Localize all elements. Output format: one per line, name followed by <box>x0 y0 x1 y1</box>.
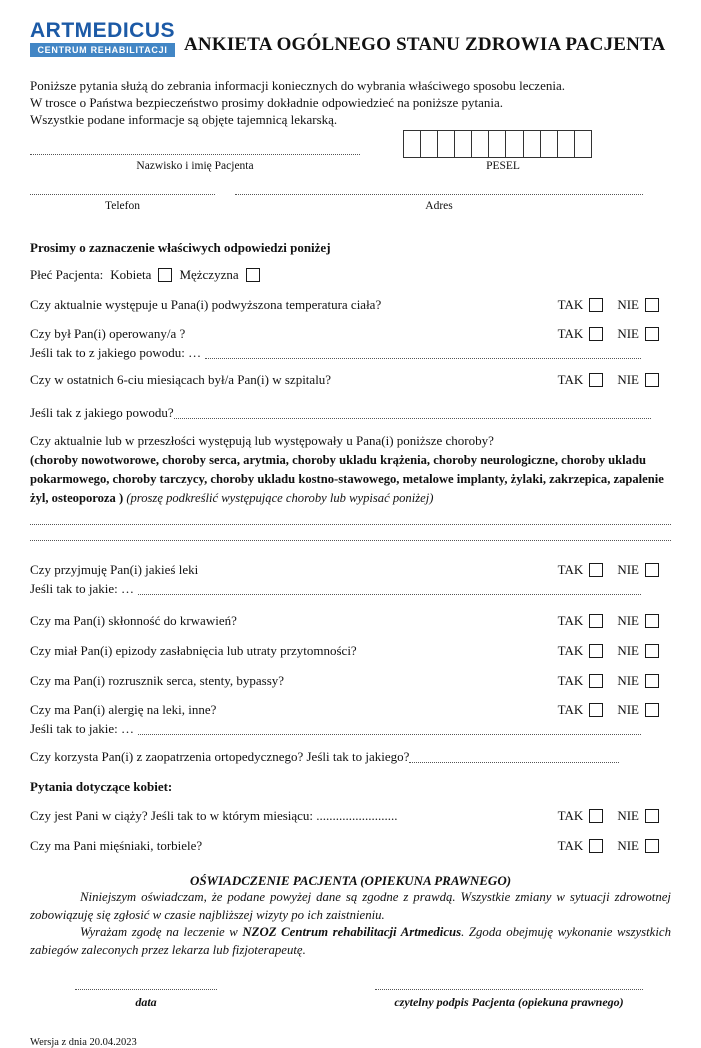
meds-yes-checkbox[interactable] <box>589 563 603 577</box>
myomas-yes-checkbox[interactable] <box>589 839 603 853</box>
meds-answers <box>558 562 659 578</box>
pesel-label: PESEL <box>486 160 520 172</box>
no-label: NIE <box>617 372 639 387</box>
patient-fields <box>30 130 671 224</box>
declaration-p2-clinic-name: NZOZ Centrum rehabilitacji Artmedicus <box>242 925 462 939</box>
pesel-cell[interactable] <box>574 130 592 158</box>
meds-no-checkbox[interactable] <box>645 563 659 577</box>
instruction-heading: Prosimy o zaznaczenie właściwych odpowiedzi poniżej <box>30 240 331 255</box>
header <box>30 20 671 57</box>
question-bleeding-text: Czy ma Pan(i) skłonność do krwawień? <box>30 613 237 628</box>
question-temperature <box>30 297 671 313</box>
question-myomas-text: Czy ma Pani mięśniaki, torbiele? <box>30 838 203 853</box>
declaration-body <box>30 889 671 959</box>
phone-fill-line[interactable] <box>30 194 215 195</box>
diseases-paragraph <box>30 451 671 508</box>
no-label: NIE <box>617 297 639 312</box>
no-label: NIE <box>617 613 639 628</box>
female-checkbox[interactable] <box>158 268 172 282</box>
question-temperature-text: Czy aktualnie występuje u Pana(i) podwyższona temperatura ciała? <box>30 297 382 312</box>
allergy-answers <box>558 702 659 718</box>
yes-label: TAK <box>557 808 584 823</box>
declaration-paragraph-2 <box>30 924 671 959</box>
date-label: data <box>135 995 157 1009</box>
diseases-note: (proszę podkreślić występujące choroby lub wypisać poniżej) <box>126 491 434 505</box>
artmedicus-logo <box>30 20 175 57</box>
intro-line-2: W trosce o Państwa bezpieczeństwo prosimy dokładnie odpowiedzieć na poniższe pytania. <box>30 95 504 110</box>
yes-label: TAK <box>557 297 584 312</box>
question-orthopedic <box>30 749 621 765</box>
logo-subtitle: CENTRUM REHABILITACJI <box>30 43 175 57</box>
no-label: NIE <box>617 808 639 823</box>
question-allergy-text: Czy ma Pan(i) alergię na leki, inne? <box>30 702 217 717</box>
allergy-followup-fill-line[interactable] <box>138 721 641 735</box>
myomas-answers <box>558 838 659 854</box>
women-section-heading: Pytania dotyczące kobiet: <box>30 779 173 794</box>
intro-line-3: Wszystkie podane informacje są objęte tajemnicą lekarską. <box>30 112 338 127</box>
surgery-followup-fill-line[interactable] <box>205 345 641 359</box>
question-pregnancy <box>30 808 671 824</box>
hospital-followup-label: Jeśli tak z jakiego powodu? <box>30 405 174 420</box>
address-field-label: Adres <box>425 200 453 212</box>
yes-label: TAK <box>557 702 584 717</box>
surgery-answers <box>558 326 659 342</box>
pesel-cell[interactable] <box>403 130 421 158</box>
address-fill-line[interactable] <box>235 194 643 195</box>
surgery-followup-label: Jeśli tak to z jakiego powodu: … <box>30 345 202 360</box>
fainting-yes-checkbox[interactable] <box>589 644 603 658</box>
male-checkbox[interactable] <box>246 268 260 282</box>
yes-label: TAK <box>557 372 584 387</box>
bleeding-yes-checkbox[interactable] <box>589 614 603 628</box>
fainting-answers <box>558 643 659 659</box>
no-label: NIE <box>617 673 639 688</box>
pesel-cell[interactable] <box>523 130 541 158</box>
declaration-p2-pre: Wyrażam zgodę na leczenie w <box>80 925 243 939</box>
myomas-no-checkbox[interactable] <box>645 839 659 853</box>
bleeding-answers <box>558 613 659 629</box>
page-title: ANKIETA OGÓLNEGO STANU ZDROWIA PACJENTA <box>184 34 666 55</box>
hospital-yes-checkbox[interactable] <box>589 373 603 387</box>
yes-label: TAK <box>557 838 584 853</box>
temperature-yes-checkbox[interactable] <box>589 298 603 312</box>
yes-label: TAK <box>557 643 584 658</box>
question-allergy <box>30 702 671 718</box>
surgery-yes-checkbox[interactable] <box>589 327 603 341</box>
question-bleeding <box>30 613 671 629</box>
phone-field-label: Telefon <box>105 200 140 212</box>
pregnancy-no-checkbox[interactable] <box>645 809 659 823</box>
hospital-answers <box>558 372 659 388</box>
pregnancy-answers <box>558 808 659 824</box>
question-diseases-text: Czy aktualnie lub w przeszłości występują lub występowały u Pana(i) poniższe choroby? <box>30 433 494 448</box>
pesel-cell[interactable] <box>420 130 438 158</box>
question-pacemaker <box>30 673 671 689</box>
surgery-followup <box>30 345 643 361</box>
no-label: NIE <box>617 643 639 658</box>
question-hospital <box>30 372 671 388</box>
yes-label: TAK <box>557 326 584 341</box>
pesel-cell[interactable] <box>437 130 455 158</box>
pesel-cell[interactable] <box>454 130 472 158</box>
pesel-cell[interactable] <box>505 130 523 158</box>
surgery-no-checkbox[interactable] <box>645 327 659 341</box>
yes-label: TAK <box>557 562 584 577</box>
intro-paragraph <box>30 77 671 128</box>
diseases-list: (choroby nowotworowe, choroby serca, arytmia, choroby ukladu krążenia, choroby neurologiczne, choroby ukladu pokarmowego, choroby tarczycy, choroby ukladu kostno-stawowego, metalowe implanty, żylaki, zakrzepica, zapalenie żyl, osteoporoza ) <box>30 453 664 505</box>
diseases-fill-line-1[interactable] <box>30 509 671 525</box>
allergy-no-checkbox[interactable] <box>645 703 659 717</box>
intro-line-1: Poniższe pytania służą do zebrania informacji koniecznych do wybrania właściwego sposobu leczenia. <box>30 78 565 93</box>
sex-question <box>30 267 671 283</box>
pesel-grid <box>404 130 602 158</box>
pacemaker-yes-checkbox[interactable] <box>589 674 603 688</box>
allergy-yes-checkbox[interactable] <box>589 703 603 717</box>
question-meds-text: Czy przyjmuję Pan(i) jakieś leki <box>30 562 199 577</box>
question-meds <box>30 562 671 578</box>
signature-label: czytelny podpis Pacjenta (opiekuna prawnego) <box>394 995 624 1009</box>
pesel-cell[interactable] <box>540 130 558 158</box>
hospital-followup-fill-line[interactable] <box>174 405 651 419</box>
pesel-cell[interactable] <box>557 130 575 158</box>
date-fill-line[interactable] <box>75 989 217 990</box>
declaration-p2-post: . Zgoda obejmuję wykonanie wszystkich zabiegów zaleconych przez lekarza lub fizjoterapeutę. <box>30 925 671 957</box>
logo-brand-text: ARTMEDICUS <box>30 19 175 42</box>
sex-option-female-label: Kobieta <box>110 267 152 282</box>
no-label: NIE <box>617 562 639 577</box>
name-field-label: Nazwisko i imię Pacjenta <box>136 160 254 172</box>
version-footer: Wersja z dnia 20.04.2023 <box>30 1037 137 1048</box>
diseases-fill-line-2[interactable] <box>30 525 671 541</box>
declaration-title: OŚWIADCZENIE PACJENTA (OPIEKUNA PRAWNEGO) <box>189 873 512 888</box>
question-pregnancy-text: Czy jest Pani w ciąży? Jeśli tak to w którym miesiącu: ......................... <box>30 808 398 823</box>
meds-followup-label: Jeśli tak to jakie: … <box>30 581 134 596</box>
declaration-paragraph-1: Niniejszym oświadczam, że podane powyżej dane są zgodne z prawdą. Wszystkie zmiany w sytuacji zdrowotnej zobowiązuję się zgłosić w czasie najbliższej wizyty po ich zaistnieniu. <box>30 890 671 922</box>
signature-fill-line[interactable] <box>375 989 643 990</box>
hospital-no-checkbox[interactable] <box>645 373 659 387</box>
hospital-followup <box>30 405 653 421</box>
meds-followup <box>30 581 643 597</box>
pacemaker-answers <box>558 673 659 689</box>
orthopedic-fill-line[interactable] <box>409 749 619 763</box>
no-label: NIE <box>617 838 639 853</box>
sex-option-male-label: Mężczyzna <box>179 267 239 282</box>
yes-label: TAK <box>557 673 584 688</box>
name-fill-line[interactable] <box>30 154 360 155</box>
pesel-cell[interactable] <box>488 130 506 158</box>
temperature-no-checkbox[interactable] <box>645 298 659 312</box>
yes-label: TAK <box>557 613 584 628</box>
question-fainting <box>30 643 671 659</box>
question-orthopedic-text: Czy korzysta Pan(i) z zaopatrzenia ortopedycznego? Jeśli tak to jakiego? <box>30 749 410 764</box>
pregnancy-yes-checkbox[interactable] <box>589 809 603 823</box>
meds-followup-fill-line[interactable] <box>138 581 641 595</box>
no-label: NIE <box>617 326 639 341</box>
signature-block <box>30 979 671 1031</box>
question-surgery <box>30 326 671 342</box>
question-surgery-text: Czy był Pan(i) operowany/a ? <box>30 326 186 341</box>
question-hospital-text: Czy w ostatnich 6-ciu miesiącach był/a Pan(i) w szpitalu? <box>30 372 332 387</box>
pesel-field <box>404 130 602 172</box>
pacemaker-no-checkbox[interactable] <box>645 674 659 688</box>
no-label: NIE <box>617 702 639 717</box>
sex-label: Płeć Pacjenta: <box>30 267 104 282</box>
allergy-followup <box>30 721 643 737</box>
temperature-answers <box>558 297 659 313</box>
allergy-followup-label: Jeśli tak to jakie: … <box>30 721 134 736</box>
bleeding-no-checkbox[interactable] <box>645 614 659 628</box>
question-myomas <box>30 838 671 854</box>
question-fainting-text: Czy miał Pan(i) epizody zasłabnięcia lub utraty przytomności? <box>30 643 357 658</box>
fainting-no-checkbox[interactable] <box>645 644 659 658</box>
question-pacemaker-text: Czy ma Pan(i) rozrusznik serca, stenty, bypassy? <box>30 673 285 688</box>
pesel-cell[interactable] <box>471 130 489 158</box>
